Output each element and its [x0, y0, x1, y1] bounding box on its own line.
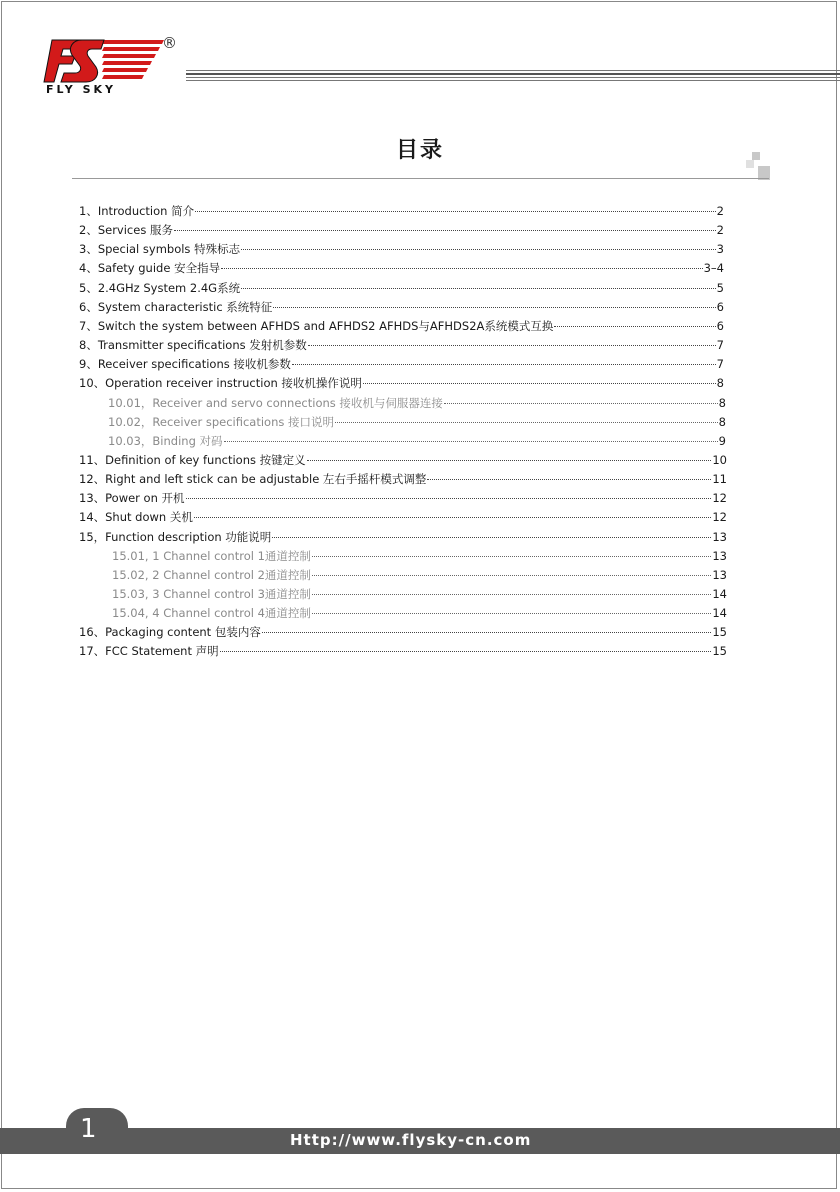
toc-entry-title: 7、Switch the system between AFHDS and AFHDS2 AFHDS与AFHDS2A系统模式互换 [79, 318, 554, 333]
flysky-logo [42, 36, 167, 96]
toc-page-number: 7 [716, 338, 724, 353]
toc-leader-dots [292, 363, 716, 365]
toc-entry-title: 1、Introduction 简介 [79, 204, 195, 218]
toc-page-number: 11 [712, 472, 727, 487]
toc-page-number: 13 [712, 548, 727, 563]
toc-entry[interactable] [79, 203, 724, 222]
toc-entry-title: 8、Transmitter specifications 发射机参数 [79, 338, 307, 353]
toc-entry[interactable] [79, 241, 724, 260]
toc-page-number: 15 [712, 644, 727, 659]
toc-leader-dots [427, 478, 711, 480]
toc-leader-dots [312, 555, 711, 557]
toc-entry-title: 17、FCC Statement 声明 [79, 644, 219, 659]
toc-entry-title: 6、System characteristic 系统特征 [79, 299, 273, 314]
toc-entry[interactable] [79, 356, 724, 375]
toc-entry[interactable] [79, 471, 727, 490]
toc-leader-dots [312, 593, 711, 595]
toc-page-number: 3–4 [703, 261, 724, 276]
toc-entry[interactable] [79, 452, 727, 471]
toc-entry-title: 10.02，Receiver specifications 接口说明 [108, 414, 335, 429]
toc-entry-title: 2、Services 服务 [79, 223, 173, 238]
toc-page-number: 7 [716, 357, 724, 372]
toc-entry[interactable] [79, 318, 724, 337]
toc-entry-title: 11、Definition of key functions 按键定义 [79, 452, 306, 467]
toc-subentry[interactable] [108, 395, 726, 414]
title-rule [72, 178, 769, 179]
toc-page-number: 3 [716, 242, 724, 257]
toc-leader-dots [220, 650, 712, 652]
toc-leader-dots [194, 516, 711, 518]
toc-page-number: 12 [712, 510, 727, 525]
toc-entry-title: 15.04, 4 Channel control 4通道控制 [112, 606, 311, 621]
toc-leader-dots [224, 440, 718, 442]
toc-leader-dots [554, 325, 715, 327]
toc-entry[interactable] [79, 375, 724, 394]
toc-page-number: 2 [716, 223, 724, 238]
toc-entry-title: 4、Safety guide 安全指导 [79, 261, 221, 276]
toc-subentry[interactable] [112, 567, 727, 586]
toc-entry-title: 15.03, 3 Channel control 3通道控制 [112, 587, 311, 601]
toc-entry-title: 14、Shut down 关机 [79, 510, 193, 525]
registered-mark: ® [162, 34, 177, 52]
corner-decoration [746, 152, 770, 180]
toc-entry-title: 13、Power on 开机 [79, 491, 185, 506]
brand-text: FLY SKY [46, 83, 117, 96]
toc-page-number: 9 [718, 433, 726, 448]
toc-subentry[interactable] [108, 433, 726, 452]
toc-page-number: 2 [716, 204, 724, 218]
toc-entry[interactable] [79, 280, 724, 299]
toc-page-number: 13 [712, 529, 727, 544]
toc-entry[interactable] [79, 299, 724, 318]
toc-entry[interactable] [79, 529, 727, 548]
page-number: 1 [80, 1114, 97, 1144]
toc-page-number: 10 [712, 452, 727, 467]
footer-url: Http://www.flysky-cn.com [290, 1131, 532, 1149]
toc-entry[interactable] [79, 260, 724, 279]
toc-page-number: 14 [712, 587, 727, 601]
toc-page-number: 5 [716, 280, 724, 295]
toc-page-number: 15 [712, 625, 727, 640]
toc-entry-title: 10、Operation receiver instruction 接收机操作说明 [79, 376, 362, 391]
toc-entry[interactable] [79, 222, 724, 241]
toc-leader-dots [241, 248, 716, 250]
toc-entry-title: 3、Special symbols 特殊标志 [79, 242, 241, 257]
toc-entry-title: 9、Receiver specifications 接收机参数 [79, 357, 291, 372]
toc-subentry[interactable] [112, 586, 727, 605]
toc-entry-title: 15.02, 2 Channel control 2通道控制 [112, 567, 311, 582]
toc-leader-dots [241, 287, 716, 289]
toc-page-number: 6 [716, 318, 724, 333]
toc-page-number: 8 [718, 414, 726, 429]
toc-leader-dots [273, 306, 715, 308]
toc-leader-dots [221, 267, 703, 269]
toc-subentry[interactable] [112, 548, 727, 567]
toc-entry-title: 10.01，Receiver and servo connections 接收机与伺服器连接 [108, 395, 443, 410]
toc-entry-title: 15，Function description 功能说明 [79, 529, 272, 544]
toc-leader-dots [444, 402, 718, 404]
toc-leader-dots [272, 536, 711, 538]
page-title: 目录 [395, 138, 444, 163]
toc-page-number: 13 [712, 567, 727, 582]
toc-page-number: 8 [718, 395, 726, 410]
toc-leader-dots [312, 574, 711, 576]
toc-page-number: 6 [716, 299, 724, 314]
toc-leader-dots [363, 382, 716, 384]
toc-leader-dots [186, 497, 712, 499]
toc-entry-title: 16、Packaging content 包装内容 [79, 625, 261, 640]
toc-leader-dots [335, 421, 718, 423]
header-rule [186, 70, 840, 84]
toc-entry[interactable] [79, 490, 727, 509]
toc-entry[interactable] [79, 643, 727, 662]
toc-page-number: 8 [716, 376, 724, 391]
toc-entry[interactable] [79, 509, 727, 528]
toc-page-number: 14 [712, 606, 727, 621]
toc-entry-title: 10.03，Binding 对码 [108, 433, 223, 448]
toc-leader-dots [195, 210, 716, 212]
toc-subentry[interactable] [112, 605, 727, 624]
toc-entry-title: 15.01, 1 Channel control 1通道控制 [112, 548, 311, 563]
toc-subentry[interactable] [108, 414, 726, 433]
toc-entry[interactable] [79, 624, 727, 643]
toc-leader-dots [174, 229, 716, 231]
toc-leader-dots [307, 459, 712, 461]
toc-page-number: 12 [712, 491, 727, 506]
toc-leader-dots [308, 344, 716, 346]
toc-leader-dots [312, 612, 711, 614]
toc-leader-dots [262, 631, 712, 633]
toc-entry[interactable] [79, 337, 724, 356]
toc-entry-title: 5、2.4GHz System 2.4G系统 [79, 280, 241, 295]
toc-entry-title: 12、Right and left stick can be adjustable 左右手摇杆模式调整 [79, 472, 427, 487]
